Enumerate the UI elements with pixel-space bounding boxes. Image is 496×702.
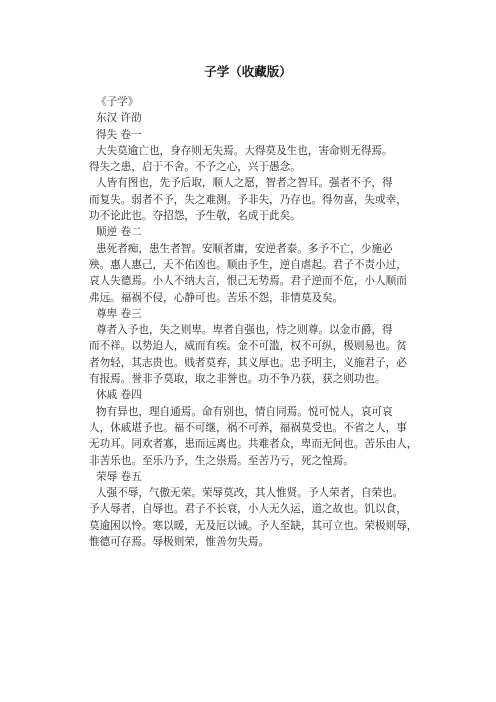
- paragraph: [89, 404, 418, 469]
- text-line: 大失莫逾亡也，身存则无失焉。大得莫及生也，害命则无得焉。: [96, 144, 393, 157]
- text-line: 人强不辱，气傲无荣。荣辱莫改，其人惟贤。予人荣者，自荣也。: [96, 487, 404, 500]
- section-heading-2: 顺逆 卷二: [96, 226, 142, 239]
- text-line: 有报焉。誉非予莫取，取之非誉也。功不争乃获，获之则功也。: [89, 373, 386, 386]
- text-line: 患死者痴，患生者智。安顺者庸，安逆者泰。多予不亡，少施必: [96, 242, 393, 255]
- section-heading-1: 得失 卷一: [96, 128, 142, 141]
- text-line: 非苦乐也。至乐乃予，生之祟焉。至苦乃亏，死之惶焉。: [89, 454, 354, 467]
- text-line: 殃。惠人惠己，天不佑凶也。顺由予生，逆自虐起。君子不责小过，: [89, 258, 407, 271]
- text-line: 弗远。福祸不侵，心静可也。苦乐不怨，非情莫及矣。: [89, 291, 344, 304]
- book-title: 《子学》: [96, 96, 139, 108]
- paragraph: [89, 485, 418, 550]
- author-line: 东汉 许劭: [96, 112, 142, 125]
- paragraph: [89, 241, 411, 306]
- text-line: 无功耳。同欢者寡，患而远离也。共难者众，卑而无间也。苦乐由人，: [89, 438, 418, 451]
- text-line: 物有异也，理自通焉。命有别也，情自同焉。悦可悦人，哀可哀: [96, 405, 393, 418]
- text-line: 尊者入予也，失之则卑。卑者自强也，恃之则尊。以金市爵，得: [96, 324, 393, 337]
- text-line: 而不祥。以势迫人，威而有疾。金不可滥，权不可纵，极则易也。贫: [89, 340, 407, 353]
- document-title: 子学（收藏版）: [204, 64, 292, 79]
- text-line: 哀人失德焉。小人不纳大言，恨己无势焉。君子逆而不危，小人顺而: [89, 275, 407, 288]
- paragraph: [89, 322, 411, 387]
- text-line: 莫逾困以怜。寒以暖，无及厄以诫。予人至缺，其可立也。荣极则辱，: [89, 519, 418, 532]
- text-line: 得失之患，启于不舍。不予之心，兴于愚念。: [89, 161, 301, 174]
- text-line: 予人辱者，自辱也。君子不长衰，小人无久运，道之故也。饥以食，: [89, 503, 407, 516]
- paragraph: [89, 175, 411, 224]
- text-line: 功不论此也。夺招怨，予生敬，名成于此矣。: [89, 210, 301, 223]
- text-line: 者勿轻，其志贵也。贱者莫弃，其义厚也。忠予明主，义施君子，必: [89, 356, 407, 369]
- section-heading-4: 休戚 卷四: [96, 389, 142, 402]
- text-line: 惟德可存焉。辱极则荣，惟善勿失焉。: [89, 536, 270, 549]
- section-heading-3: 尊卑 卷三: [96, 307, 142, 320]
- text-line: 人皆有图也，先予后取，顺人之愿，智者之智耳。强者不予，得: [96, 177, 393, 190]
- section-heading-5: 荣辱 卷五: [96, 470, 142, 483]
- text-line: 人，休戚堪予也。福不可继，祸不可养，福祸莫受也。不省之人，事: [89, 421, 407, 434]
- document-body: [89, 94, 418, 550]
- text-line: 而复失。弱者不予，失之难测。予非失，乃存也。得勿喜，失或幸，: [89, 193, 407, 206]
- paragraph: [89, 143, 411, 176]
